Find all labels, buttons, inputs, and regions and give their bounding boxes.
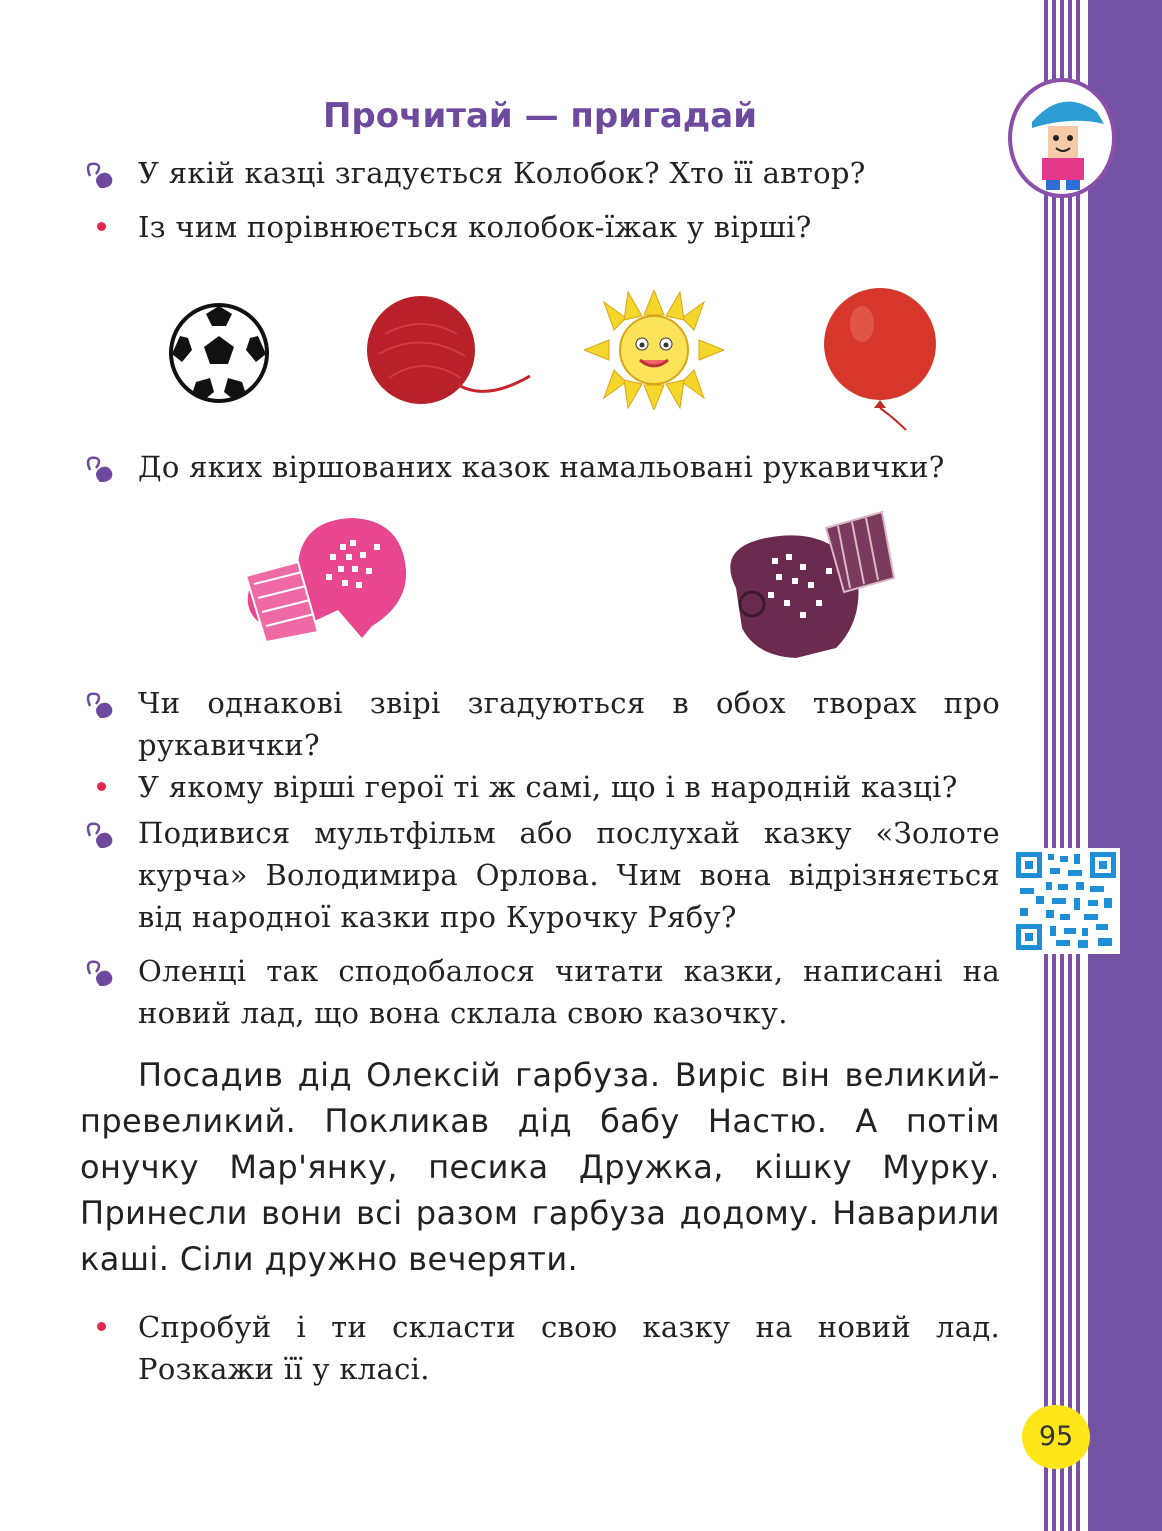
stripe	[1076, 0, 1080, 1531]
purple-mitten-icon	[716, 508, 896, 660]
pair-task-icon	[80, 818, 120, 852]
pair-task-icon	[80, 452, 120, 486]
pink-mitten-icon	[242, 514, 412, 642]
stripe	[1044, 0, 1048, 1531]
question-text: Спробуй і ти скласти свою казку на новий лад. Розкажи її у класі.	[138, 1310, 1000, 1386]
question-text: У якому вірші герої ті ж самі, що і в народній казці?	[138, 770, 958, 804]
question-text: Подивися мультфільм або послухай казку «Золоте курча» Володимира Орлова. Чим вона відрізняється від народної казки про Курочку Рябу?	[138, 816, 1000, 934]
pair-task-icon	[80, 688, 120, 722]
question-text: Із чим порівнюється колобок-їжак у вірші?	[138, 210, 812, 244]
pair-task-icon	[80, 158, 120, 192]
question-1	[80, 152, 1000, 194]
red-bullet-icon	[97, 1322, 106, 1331]
pair-task-icon	[80, 956, 120, 990]
question-text: До яких віршованих казок намальовані рукавички?	[138, 450, 945, 484]
question-7	[80, 950, 1000, 1034]
yarn-ball-icon	[365, 294, 535, 406]
story-text: Посадив дід Олексій гарбуза. Виріс він великий-превеликий. Покликав дід бабу Настю. А потім онучку Мар'янку, песика Дружка, кішку Мурку. Принесли вони всі разом гарбуза додому. Наварили каші. Сіли дружно вечеряти.	[80, 1056, 1000, 1278]
question-4	[80, 682, 1000, 766]
question-3	[80, 446, 1000, 488]
stripe	[1068, 0, 1072, 1531]
sun-icon	[584, 290, 724, 410]
question-8	[80, 1306, 1000, 1390]
question-6	[80, 812, 1000, 938]
stripe	[1052, 0, 1056, 1531]
question-text: Оленці так сподобалося читати казки, написані на новий лад, що вона склала свою казочку.	[138, 954, 1000, 1030]
page-number: 95	[1022, 1405, 1090, 1469]
page-title: Прочитай — пригадай	[322, 96, 758, 136]
qr-code[interactable]	[1012, 848, 1120, 954]
question-2	[80, 206, 1000, 248]
stripe	[1060, 0, 1064, 1531]
side-stripes	[1044, 0, 1162, 1531]
question-5	[80, 766, 1000, 808]
soccer-ball-icon	[166, 300, 272, 406]
question-text: Чи однакові звірі згадуються в обох творах про рукавички?	[138, 686, 1000, 762]
balloon-icon	[822, 288, 942, 434]
question-text: У якій казці згадується Колобок? Хто її автор?	[138, 156, 866, 190]
red-bullet-icon	[97, 782, 106, 791]
stripe-band	[1088, 0, 1162, 1531]
mascot-icon	[1008, 78, 1116, 198]
red-bullet-icon	[97, 222, 106, 231]
